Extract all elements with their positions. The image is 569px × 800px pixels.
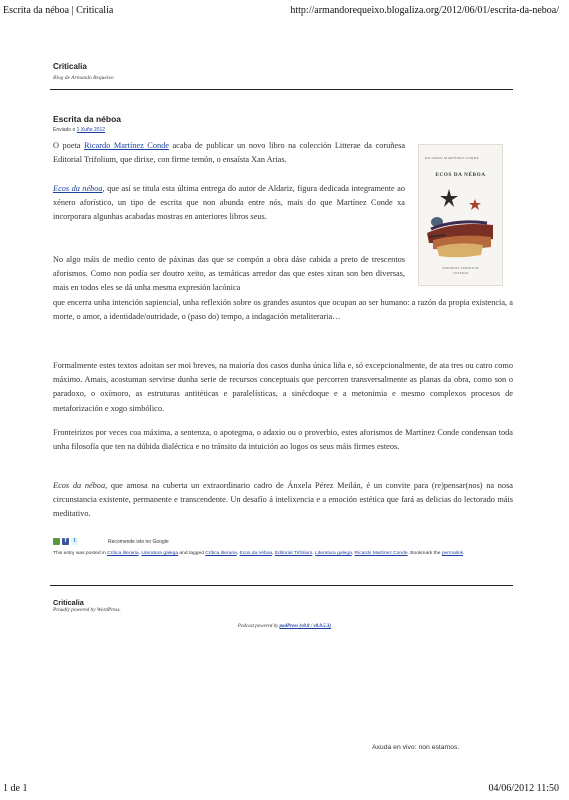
category-link[interactable]: Crítica literaria bbox=[107, 551, 139, 556]
post-title[interactable]: Escrita da néboa bbox=[53, 114, 122, 124]
header-divider bbox=[50, 89, 513, 90]
print-header-title: Escrita da néboa | Criticalia bbox=[3, 5, 114, 16]
site-title[interactable]: Criticalia bbox=[53, 62, 87, 71]
book-cover-title: ECOS DA NÉBOA bbox=[435, 172, 486, 178]
post-paragraph-3: No algo máis de medio cento de páxinas das que se compón a obra dáse cabida a preto de trescentos aforismos. Como non podía ser doutro xeito, as temáticas arredor das que estes xiran son ben diversas, mais en todos eles se dá unha mesma expresión lacónica bbox=[53, 255, 405, 293]
facebook-icon[interactable]: f bbox=[62, 538, 69, 545]
post-tags-line: This entry was posted in Crítica literaria, Literatura galega and tagged Crítica literaria, Ecos da néboa, Editorial Trifolium, Literatura galega, Ricardo Martínez Conde. Bookmark the permalink. bbox=[53, 551, 465, 556]
post-paragraph-4: Formalmente estes textos adoitan ser moi breves, na maioría dos casos dunha única liña e, só excepcionalmente, de ata tres ou catro como máximo. Amais, acostuman servirse dunha serie de recursos conceptuais que percorren transversalmente as planas da obra, como son o paradoxo, o oxímoro, as estruturas antitéticas e paralelísticas, a sinécdoque e a metonimia e mesmo complexos procesos de metaforización e xogo simbólico. bbox=[53, 361, 513, 413]
book-cover-image bbox=[418, 144, 503, 286]
post-meta-prefix: Enviado o bbox=[53, 127, 77, 133]
footer-powered-by[interactable]: Proudly powered by WordPress. bbox=[53, 607, 121, 613]
print-datetime: 04/06/2012 11:50 bbox=[488, 783, 559, 794]
category-link[interactable]: Literatura galega bbox=[141, 551, 179, 556]
print-page-number: 1 de 1 bbox=[3, 783, 28, 794]
post-paragraph-6: Ecos da néboa, que amosa na cuberta un extraordinario cadro de Ánxela Pérez Meilán, é un convite para (re)pensar(nos) na nosa circunstancia existente, permanente e transcendente. Un desafío á intelixencia e a emoción estética que fará as delicias do lectorado máis meditativo. bbox=[53, 481, 513, 519]
author-link[interactable]: Ricardo Martínez Conde bbox=[84, 141, 169, 150]
tag-link[interactable]: Literatura galega bbox=[315, 551, 352, 556]
book-cover-collection: LITTERAE bbox=[452, 270, 469, 275]
book-cover-publisher bbox=[419, 266, 502, 275]
print-header-url: http://armandorequeixo.blogaliza.org/2012/06/01/escrita-da-neboa/ bbox=[290, 5, 559, 16]
book-cover-publisher-name: EDITORIAL TRIFOLIUM bbox=[442, 266, 479, 270]
tag-link[interactable]: Crítica literaria bbox=[205, 551, 237, 556]
site-tagline: Blog de Armando Requeixo bbox=[53, 75, 114, 81]
post-meta bbox=[53, 127, 105, 133]
footer-site-title[interactable]: Criticalia bbox=[53, 598, 84, 607]
podpress-link[interactable]: podPress (v8.8 / v8.8.5.3) bbox=[279, 624, 332, 629]
podpress-credit: Podcast powered by podPress (v8.8 / v8.8.5.3) bbox=[237, 624, 332, 629]
post-paragraph-1: O poeta Ricardo Martínez Conde acaba de publicar un novo libro na colección Litterae da coruñesa Editorial Trifolium, que dirixe, con firme temón, o ensaísta Xan Arias. bbox=[53, 141, 405, 165]
twitter-icon[interactable]: t bbox=[71, 538, 78, 545]
tag-link[interactable]: Editorial Trifolium bbox=[274, 551, 313, 556]
tag-link[interactable]: Ecos da néboa bbox=[239, 551, 273, 556]
post-paragraph-3-cont: que encerra unha intención sapiencial, unha reflexión sobre os grandes asuntos que ocupan ao ser humano: a razón da propia existencia, a morte, o amor, a identidade/outridade, o (paso do) tempo, a indagación metaliteraria… bbox=[53, 298, 513, 322]
book-cover-painting bbox=[423, 185, 498, 263]
post-paragraph-2: Ecos da néboa, que así se titula esta última entrega do autor de Aldariz, figura dedicada integramente ao xénero aforístico, un tipo de escrita que non abunda entre nós, mais do que Martínez Conde xa incorporara algunhas acabadas mostras en anteriores libros seus. bbox=[53, 184, 405, 222]
tag-link[interactable]: Ricardo Martínez Conde bbox=[354, 551, 408, 556]
google-recommend-link[interactable]: Recomende isto no Google bbox=[108, 538, 169, 545]
live-help-status[interactable]: Axuda en vivo: non estamos. bbox=[372, 744, 460, 751]
book-cover-author: RICARDO MARTÍNEZ CONDE bbox=[425, 156, 480, 160]
footer-divider bbox=[50, 585, 513, 586]
share-bar bbox=[53, 538, 169, 545]
permalink-link[interactable]: permalink bbox=[441, 551, 464, 556]
bookmark-icon[interactable] bbox=[53, 538, 60, 545]
book-title-link[interactable]: Ecos da néboa bbox=[53, 184, 103, 193]
post-paragraph-5: Fronteirizos por veces coa máxima, a sentenza, o apotegma, o adaxio ou o proverbio, estes aforismos de Martínez Conde condensan toda unha filosofía que ten na dúbida dialéctica e no tránsito da intuición ao logos os seus máis firmes esteos. bbox=[53, 428, 513, 452]
book-title-emphasis: Ecos da néboa bbox=[53, 481, 106, 490]
post-date-link[interactable]: 1 Xuño 2012 bbox=[76, 127, 105, 133]
